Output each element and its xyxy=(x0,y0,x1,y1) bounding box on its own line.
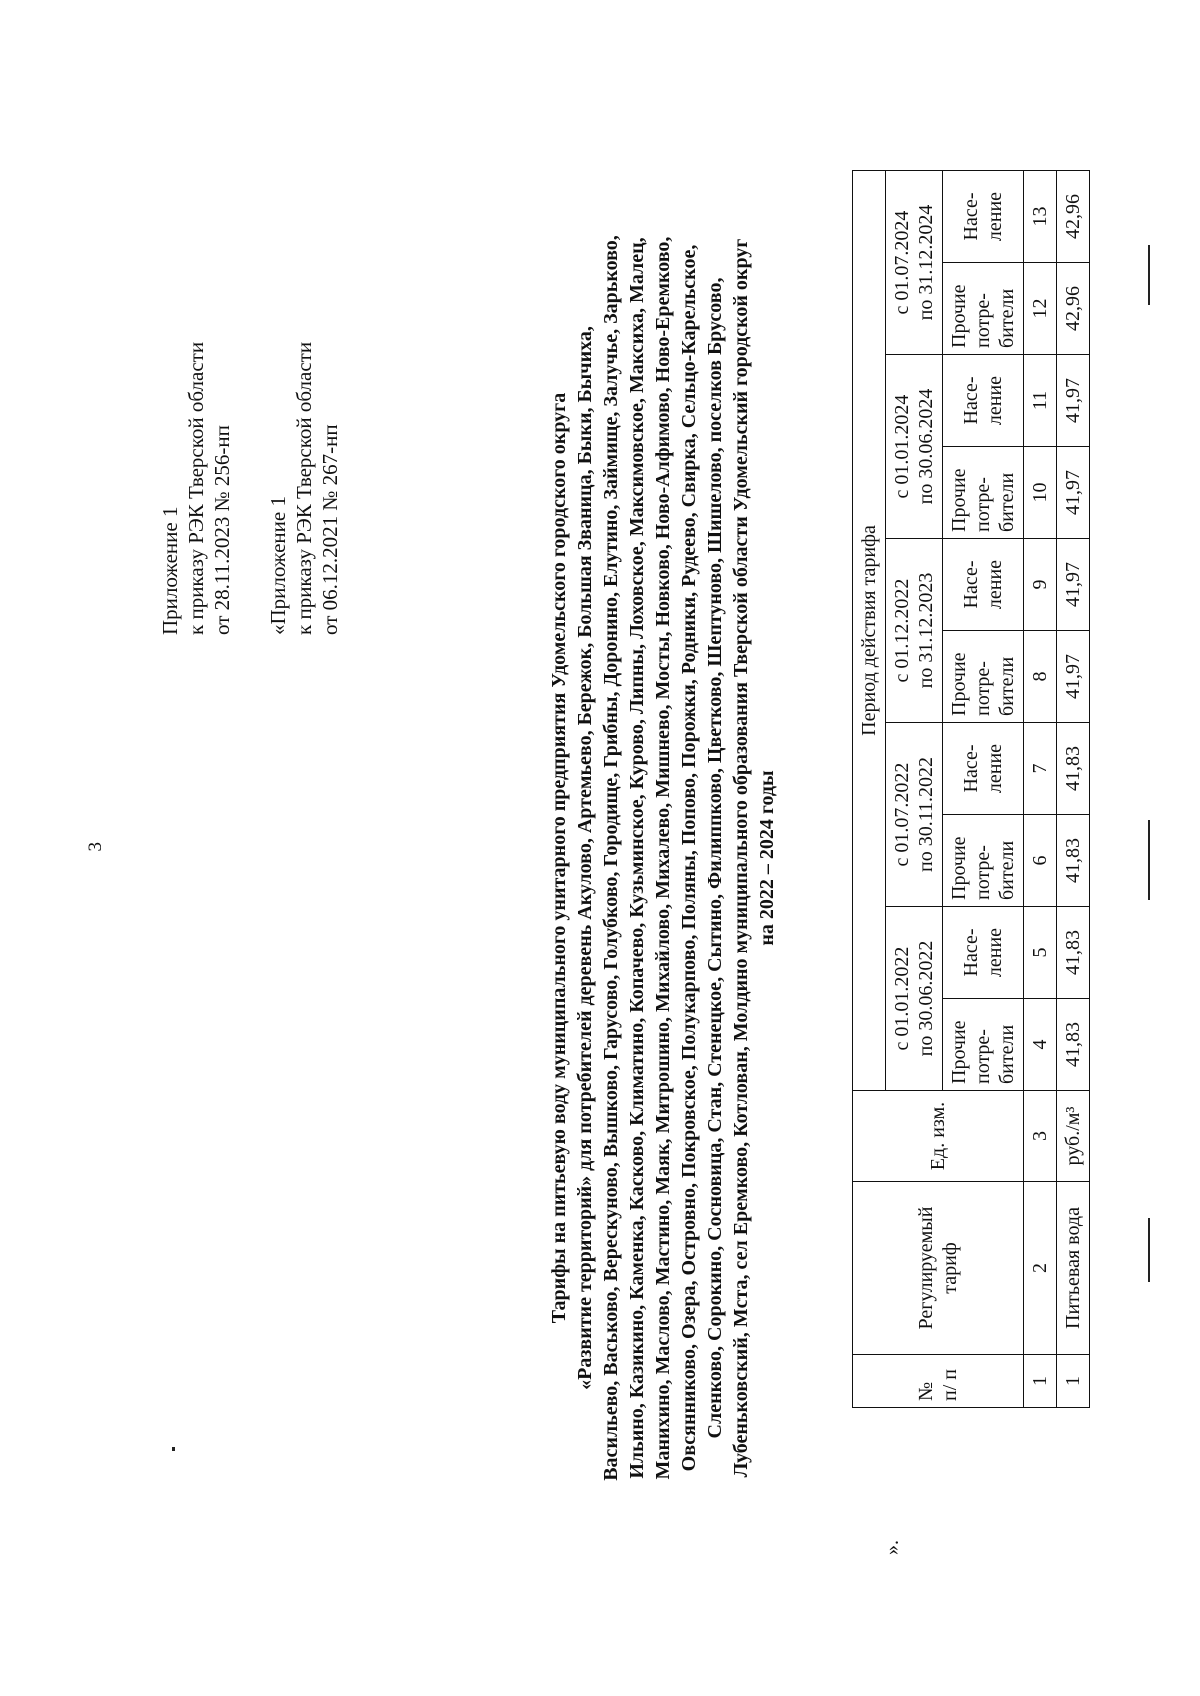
table-row xyxy=(1057,171,1090,1408)
page-number: 3 xyxy=(85,842,106,852)
value-cell: 41,83 xyxy=(1057,815,1090,907)
title-line: на 2022 – 2024 годы xyxy=(756,770,778,946)
appendix-current-line2: к приказу РЭК Тверской области xyxy=(184,341,208,635)
appendix-previous xyxy=(265,195,343,635)
header-other: Прочие потре- бители xyxy=(943,815,1024,907)
index-cell: 5 xyxy=(1024,907,1057,999)
scan-mark xyxy=(1148,820,1150,900)
index-cell: 2 xyxy=(1024,1182,1057,1355)
index-row xyxy=(1024,171,1057,1408)
document-title xyxy=(546,188,780,1528)
period-4 xyxy=(886,355,943,539)
appendix-current-line1: Приложение 1 xyxy=(158,506,182,635)
index-cell: 6 xyxy=(1024,815,1057,907)
closing-quote: ». xyxy=(881,1540,903,1555)
index-cell: 3 xyxy=(1024,1091,1057,1182)
index-cell: 12 xyxy=(1024,263,1057,355)
header-other: Прочие потре- бители xyxy=(943,447,1024,539)
period-from: с 01.01.2024 xyxy=(891,394,913,499)
period-1 xyxy=(886,907,943,1091)
period-to: по 30.11.2022 xyxy=(915,757,937,872)
period-from: с 01.07.2022 xyxy=(891,762,913,867)
title-line: Сленково, Сорокино, Сосновица, Стан, Стенецкое, Сытино, Филиппково, Цветково, Шептуново, Шишелово, поселков Брусово, xyxy=(704,277,726,1439)
title-line: Тарифы на питьевую воду муниципального унитарного предприятия Удомельского городского округа xyxy=(548,392,570,1324)
value-cell: 41,83 xyxy=(1057,907,1090,999)
period-2 xyxy=(886,723,943,907)
period-from: с 01.12.2022 xyxy=(891,578,913,683)
scan-mark xyxy=(1148,245,1150,305)
value-cell: 41,83 xyxy=(1057,723,1090,815)
index-cell: 8 xyxy=(1024,631,1057,723)
period-5 xyxy=(886,171,943,355)
index-cell: 1 xyxy=(1024,1355,1057,1408)
title-line: Овсянниково, Озера, Островно, Покровское, Полукарпово, Поляны, Попово, Порожки, Родники, Рудеево, Свирка, Сельцо-Карельское, xyxy=(678,244,700,1472)
tariff-table xyxy=(852,170,1090,1408)
header-tariff: Регулируемый тариф xyxy=(853,1182,1024,1355)
header-other: Прочие потре- бители xyxy=(943,999,1024,1091)
row-unit: руб./м³ xyxy=(1057,1091,1090,1182)
index-cell: 9 xyxy=(1024,539,1057,631)
header-num: № п/ п xyxy=(853,1355,1024,1408)
appendix-current-line3: от 28.11.2023 № 256-нп xyxy=(210,425,234,635)
value-cell: 41,83 xyxy=(1057,999,1090,1091)
header-population: Насе- ление xyxy=(943,539,1024,631)
title-line: Манихино, Маслово, Мастино, Маяк, Митрошино, Михайлово, Михалево, Мишнево, Мосты, Новково, Ново-Алфимово, Ново-Еремково, xyxy=(652,236,674,1480)
appendix-previous-line3: от 06.12.2021 № 267-нп xyxy=(318,424,342,635)
value-cell: 42,96 xyxy=(1057,263,1090,355)
header-population: Насе- ление xyxy=(943,723,1024,815)
index-cell: 10 xyxy=(1024,447,1057,539)
title-line: Ильино, Казикино, Каменка, Касково, Климатино, Копачево, Кузьминское, Курово, Липны, Лоховское, Максимовское, Максиха, Малец, xyxy=(626,237,648,1479)
header-population: Насе- ление xyxy=(943,171,1024,263)
period-to: по 30.06.2022 xyxy=(915,940,937,1057)
period-to: по 31.12.2024 xyxy=(915,204,937,321)
period-to: по 30.06.2024 xyxy=(915,388,937,505)
row-tariff: Питьевая вода xyxy=(1057,1182,1090,1355)
appendix-previous-line1: «Приложение 1 xyxy=(266,496,290,635)
value-cell: 41,97 xyxy=(1057,355,1090,447)
header-unit: Ед. изм. xyxy=(853,1091,1024,1182)
appendix-previous-line2: к приказу РЭК Тверской области xyxy=(292,341,316,635)
period-from: с 01.01.2022 xyxy=(891,946,913,1051)
period-to: по 31.12.2023 xyxy=(915,572,937,689)
index-cell: 4 xyxy=(1024,999,1057,1091)
value-cell: 42,96 xyxy=(1057,171,1090,263)
index-cell: 13 xyxy=(1024,171,1057,263)
header-population: Насе- ление xyxy=(943,907,1024,999)
row-num: 1 xyxy=(1057,1355,1090,1408)
value-cell: 41,97 xyxy=(1057,447,1090,539)
value-cell: 41,97 xyxy=(1057,631,1090,723)
header-other: Прочие потре- бители xyxy=(943,631,1024,723)
period-3 xyxy=(886,539,943,723)
appendix-current xyxy=(157,195,235,635)
header-row xyxy=(853,171,886,1408)
scan-mark xyxy=(1148,1218,1150,1282)
title-line: «Развитие территорий» для потребителей деревень Акулово, Артемьево, Бережок, Большая Званица, Быки, Бычиха, xyxy=(574,326,596,1390)
header-other: Прочие потре- бители xyxy=(943,263,1024,355)
header-period: Период действия тарифа xyxy=(853,171,886,1091)
period-from: с 01.07.2024 xyxy=(891,210,913,315)
title-line: Лубеньковский, Мста, сел Еремково, Котлован, Молдино муниципального образования Тверской области Удомельский городской округ xyxy=(730,238,752,1478)
value-cell: 41,97 xyxy=(1057,539,1090,631)
title-line: Васильево, Васьково, Верескуново, Вышково, Гарусово, Голубково, Городище, Грибны, Доронино, Елутино, Займище, Залучье, Зарьково, xyxy=(600,235,622,1481)
index-cell: 7 xyxy=(1024,723,1057,815)
header-population: Насе- ление xyxy=(943,355,1024,447)
scan-mark xyxy=(172,1447,175,1451)
index-cell: 11 xyxy=(1024,355,1057,447)
